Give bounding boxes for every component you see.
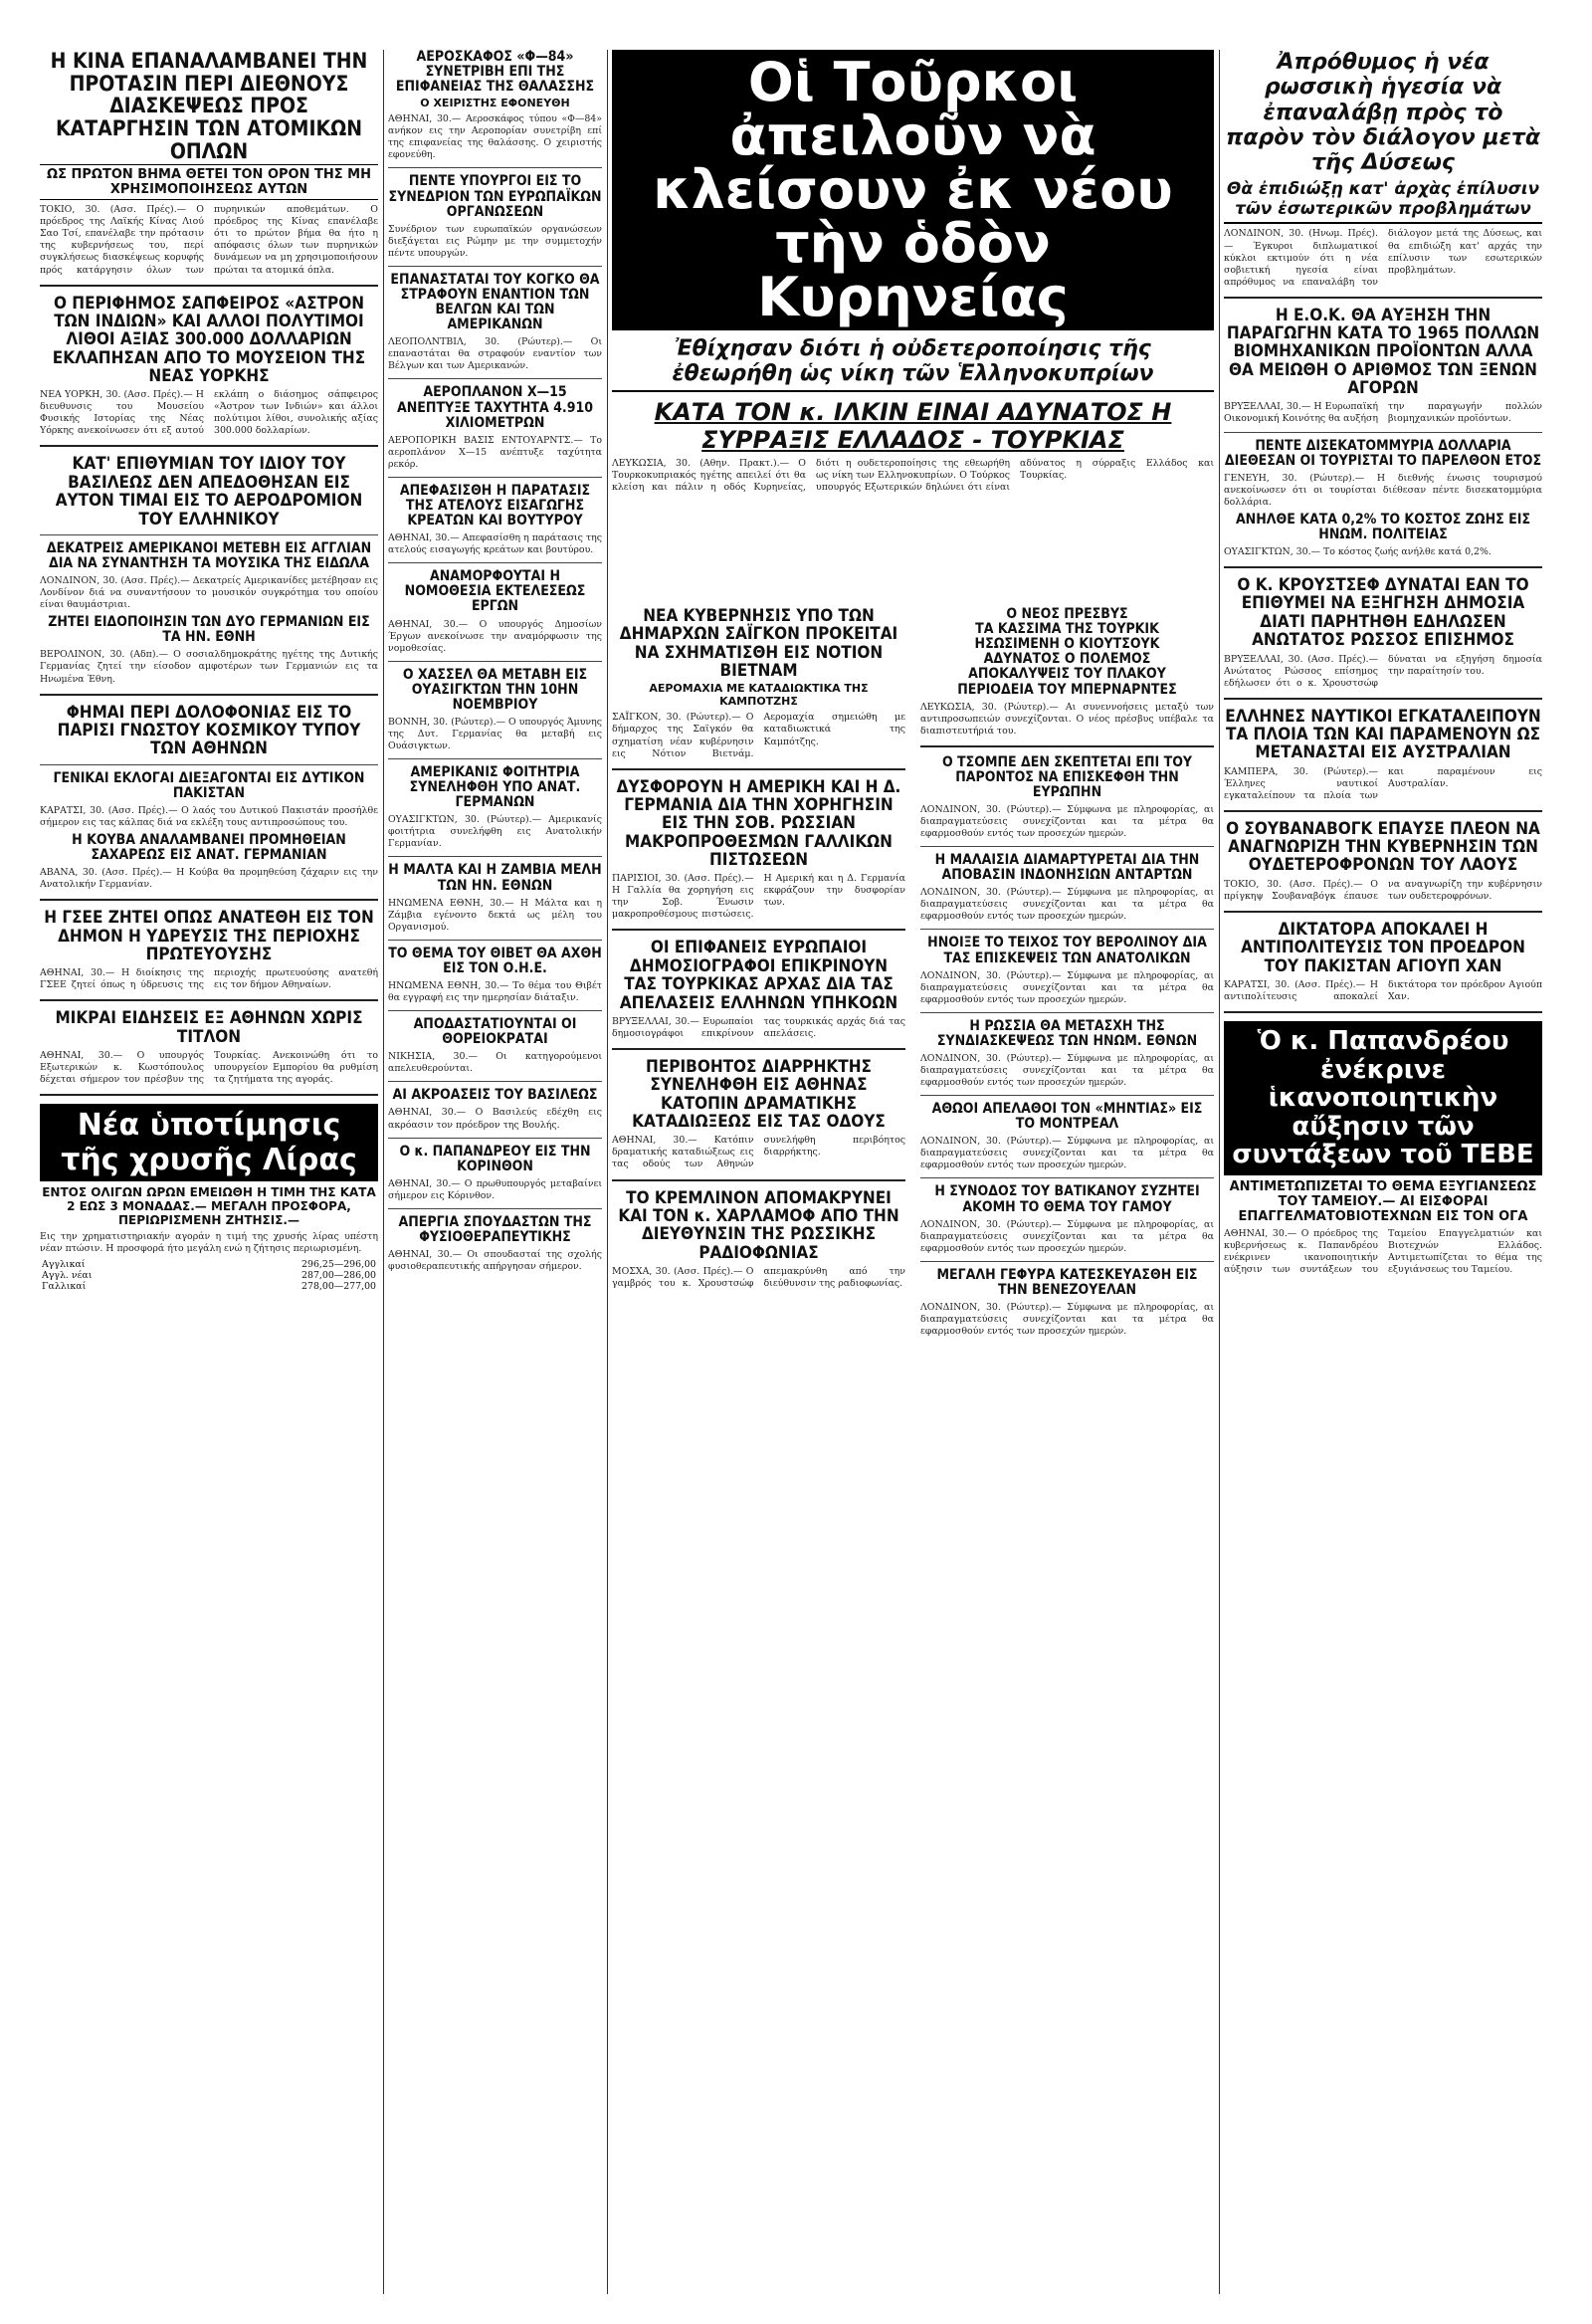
headline-tibet-un: ΤΟ ΘΕΜΑ ΤΟΥ ΘΙΒΕΤ ΘΑ ΑΧΘΗ ΕΙΣ ΤΟΝ Ο.Η.Ε.	[388, 945, 602, 976]
lead-article-body: ΛΕΥΚΩΣΙΑ, 30. (Αθην. Πρακτ.).— Ο Τουρκοκυπριακός ηγέτης απειλεί ότι θα κλείση και πάλιν η οδός Κυρηνείας, διότι η ουδετεροποίησις της εθεωρήθη ως νίκη των Ελληνοκυπρίων. Ο Τούρκος υπουργός Εξωτερικών δηλώνει ότι είναι αδύνατος η σύρραξις Ελλάδος και Τουρκίας.	[612, 458, 1214, 494]
article-body: ΜΟΣΧΑ, 30. (Ασσ. Πρές).— Ο γαμβρός του κ. Χρουστσώφ απεμακρύνθη από την διεύθυνσιν της ραδιοφωνίας.	[612, 1265, 905, 1289]
article-body: ΚΑΡΑΤΣΙ, 30. (Ασσ. Πρές).— Η αντιπολίτευσις αποκαλεί δικτάτορα τον πρόεδρον Αγιούπ Χαν.	[1224, 978, 1542, 1003]
article-body: ΑΘΗΝΑΙ, 30.— Ο υπουργός Εξωτερικών κ. Κωστόπουλος δέχεται σήμερον τον πρέσβυν της Τουρκίας. Ανεκοινώθη ότι το υπουργείον Εμπορίου θα ρυθμίση τα ζητήματα της αγοράς.	[40, 1050, 378, 1086]
headline-berlin-wall: ΗΝΟΙΞΕ ΤΟ ΤΕΙΧΟΣ ΤΟΥ ΒΕΡΟΛΙΝΟΥ ΔΙΑ ΤΑΣ ΕΠΙΣΚΕΨΕΙΣ ΤΩΝ ΑΝΑΤΟΛΙΚΩΝ	[927, 935, 1207, 966]
headline-sapphire-theft: Ο ΠΕΡΙΦΗΜΟΣ ΣΑΠΦΕΙΡΟΣ «ΑΣΤΡΟΝ ΤΩΝ ΙΝΔΙΩΝ» ΚΑΙ ΑΛΛΟΙ ΠΟΛΥΤΙΜΟΙ ΛΙΘΟΙ ΑΞΙΑΣ 300.000 ΔΟΛΛΑΡΙΩΝ ΕΚΛΑΠΗΣΑΝ ΑΠΟ ΤΟ ΜΟΥΣΕΙΟΝ ΤΗΣ ΝΕΑΣ ΥΟΡΚΗΣ	[52, 293, 366, 386]
article-body: ΑΘΗΝΑΙ, 30.— Ο πρωθυπουργός μεταβαίνει σήμερον εις Κόρινθον.	[388, 1177, 602, 1201]
section-label: ΑΔΥΝΑΤΟΣ Ο ΠΟΛΕΜΟΣ	[983, 651, 1151, 668]
article-body: ΝΕΑ ΥΟΡΚΗ, 30. (Ασσ. Πρές).— Η διευθυνσις του Μουσείου Φυσικής Ιστορίας της Νέας Υόρκης ανεκοίνωσεν ότι εξ αυτού εκλάπη ο διάσημος σάπφειρος «Άστρον των Ινδιών» και άλλοι πολύτιμοι λίθοι, συνολικής αξίας 300.000 δολλαρίων.	[40, 389, 378, 437]
article-body: ΛΟΝΔΙΝΟΝ, 30. (Ασσ. Πρές).— Δεκατρείς Αμερικανίδες μετέβησαν εις Λονδίνον διά να συναντήσουν το μουσικόν συγκρότημα του οποίου είναι θαυμάστριαι.	[40, 575, 378, 611]
section-label: ΤΑ ΚΑΣΣΙΜΑ ΤΗΣ ΤΟΥΡΚΙΚ	[975, 621, 1159, 638]
article-body: ΑΘΗΝΑΙ, 30.— Οι σπουδασταί της σχολής φυσιοθεραπευτικής απήργησαν σήμερον.	[388, 1249, 602, 1273]
article-body: ΛΟΝΔΙΝΟΝ, 30. (Ρώυτερ).— Σύμφωνα με πληροφορίας, αι διαπραγματεύσεις συνεχίζονται και τα μέτρα θα εφαρμοσθούν εντός των προσεχών ημερών.	[920, 804, 1214, 840]
article-body: ΛΕΥΚΩΣΙΑ, 30. (Ρώυτερ).— Αι συνεννοήσεις μεταξύ των αντιπροσωπειών συνεχίζονται. Ο νέος πρέσβυς υπέβαλε τα διαπιστευτήριά του.	[920, 701, 1214, 737]
article-body: Εις την χρηματιστηριακήν αγοράν η τιμή της χρυσής λίρας υπέστη νέαν πτώσιν. Η προσφορά ήτο μεγάλη ενώ η ζήτησις περιωρισμένη.	[40, 1231, 378, 1255]
article-body: ΓΕΝΕΥΗ, 30. (Ρώυτερ).— Η διεθνής ένωσις τουρισμού ανεκοίνωσεν ότι οι τουρίσται διέθεσαν πέντε δισεκατομμύρια δολλάρια.	[1224, 472, 1542, 508]
column-rule	[607, 50, 608, 2294]
column-4	[1224, 50, 1542, 2294]
headline-eec-production: Η Ε.Ο.Κ. ΘΑ ΑΥΞΗΣΗ ΤΗΝ ΠΑΡΑΓΩΓΗΝ ΚΑΤΑ ΤΟ 1965 ΠΟΛΛΩΝ ΒΙΟΜΗΧΑΝΙΚΩΝ ΠΡΟΪΟΝΤΩΝ ΑΛΛΑ ΘΑ ΜΕΙΩΘΗ Ο ΑΡΙΘΜΟΣ ΤΩΝ ΞΕΝΩΝ ΑΓΟΡΩΝ	[1226, 305, 1540, 399]
subhead-pilot-killed: Ο ΧΕΙΡΙΣΤΗΣ ΕΦΟΝΕΥΘΗ	[420, 97, 570, 110]
headline-greek-sailors: ΕΛΛΗΝΕΣ ΝΑΥΤΙΚΟΙ ΕΓΚΑΤΑΛΕΙΠΟΥΝ ΤΑ ΠΛΟΙΑ ΤΩΝ ΚΑΙ ΠΑΡΑΜΕΝΟΥΝ ΩΣ ΜΕΤΑΝΑΣΤΑΙ ΕΙΣ ΑΥΣΤΡΑΛΙΑΝ	[1225, 706, 1541, 763]
headline-aircraft-crash: ΑΕΡΟΣΚΑΦΟΣ «Φ—84» ΣΥΝΕΤΡΙΒΗ ΕΠΙ ΤΗΣ ΕΠΙΦΑΝΕΙΑΣ ΤΗΣ ΘΑΛΑΣΣΗΣ	[395, 50, 595, 96]
article-body: ΒΟΝΝΗ, 30. (Ρώυτερ).— Ο υπουργός Άμυνης της Δυτ. Γερμανίας θα μεταβή εις Ουάσιγκτων.	[388, 716, 602, 752]
subhead-tebe: ΑΝΤΙΜΕΤΩΠΙΖΕΤΑΙ ΤΟ ΘΕΜΑ ΕΞΥΓΙΑΝΣΕΩΣ ΤΟΥ ΤΑΜΕΙΟΥ.— ΑΙ ΕΙΣΦΟΡΑΙ ΕΠΑΓΓΕΛΜΑΤΟΒΙΟΤΕΧΝΩΝ ΕΙΣ ΤΟΝ ΟΓΑ	[1229, 1179, 1537, 1225]
headline-american-student: ΑΜΕΡΙΚΑΝΙΣ ΦΟΙΤΗΤΡΙΑ ΣΥΝΕΛΗΦΘΗ ΥΠΟ ΑΝΑΤ. ΓΕΡΜΑΝΩΝ	[409, 764, 581, 811]
article-body: ΒΡΥΞΕΛΛΑΙ, 30. (Ασσ. Πρές).— Ανώτατος Ρώσσος επίσημος εδήλωσεν ότι ο κ. Χρουστσώφ δύναται να εξηγήση δημοσία την παραίτησίν του.	[1224, 653, 1542, 689]
headline-cuba-sugar: Η ΚΟΥΒΑ ΑΝΑΛΑΜΒΑΝΕΙ ΠΡΟΜΗΘΕΙΑΝ ΣΑΧΑΡΕΩΣ ΕΙΣ ΑΝΑΤ. ΓΕΡΜΑΝΙΑΝ	[72, 831, 346, 863]
headline-gsee-water: Η ΓΣΕΕ ΖΗΤΕΙ ΟΠΩΣ ΑΝΑΤΕΘΗ ΕΙΣ ΤΟΝ ΔΗΜΟΝ Η ΥΔΡΕΥΣΙΣ ΤΗΣ ΠΕΡΙΟΧΗΣ ΠΡΩΤΕΥΟΥΣΗΣ	[44, 908, 374, 964]
headline-students-strike: ΑΠΕΡΓΙΑ ΣΠΟΥΔΑΣΤΩΝ ΤΗΣ ΦΥΣΙΟΘΕΡΑΠΕΥΤΙΚΗΣ	[398, 1213, 592, 1245]
headline-ayub-khan: ΔΙΚΤΑΤΟΡΑ ΑΠΟΚΑΛΕΙ Η ΑΝΤΙΠΟΛΙΤΕΥΣΙΣ ΤΟΝ ΠΡΟΕΔΡΟΝ ΤΟΥ ΠΑΚΙΣΤΑΝ ΑΓΙΟΥΠ ΧΑΝ	[1241, 919, 1525, 976]
article-body: ΛΟΝΔΙΝΟΝ, 30. (Ρώυτερ).— Σύμφωνα με πληροφορίας, αι διαπραγματεύσεις συνεχίζονται και τα μέτρα θα εφαρμοσθούν εντός των προσεχών ημερών.	[920, 1301, 1214, 1338]
gold-pound-banner	[40, 1104, 378, 1181]
headline-two-germanies: ΖΗΤΕΙ ΕΙΔΟΠΟΙΗΣΙΝ ΤΩΝ ΔΥΟ ΓΕΡΜΑΝΙΩΝ ΕΙΣ ΤΑ ΗΝ. ΕΘΝΗ	[48, 614, 370, 646]
article-body: ΑΘΗΝΑΙ, 30.— Απεφασίσθη η παράτασις της ατελούς εισαγωγής κρεάτων και βουτύρου.	[388, 532, 602, 556]
lead-deck-2: ἐθεωρήθη ὡς νίκη τῶν Ἑλληνοκυπρίων	[612, 361, 1214, 392]
headline-malta-zambia: Η ΜΑΛΤΑ ΚΑΙ Η ΖΑΜΒΙΑ ΜΕΛΗ ΤΩΝ ΗΝ. ΕΘΝΩΝ	[388, 862, 602, 894]
headline-kremlin-kharlamov: ΤΟ ΚΡΕΜΛΙΝΟΝ ΑΠΟΜΑΚΡΥΝΕΙ ΚΑΙ ΤΟΝ κ. ΧΑΡΛΑΜΟΦ ΑΠΟ ΤΗΝ ΔΙΕΥΘΥΝΣΙΝ ΤΗΣ ΡΩΣΣΙΚΗΣ ΡΑΔΙΟΦΩΝΙΑΣ	[618, 1187, 899, 1263]
column-rule	[383, 50, 384, 2294]
headline-king-audiences: ΑΙ ΑΚΡΟΑΣΕΙΣ ΤΟΥ ΒΑΣΙΛΕΩΣ	[392, 1087, 598, 1104]
rate-name: Αγγλικαί	[42, 1259, 86, 1271]
article-body: ΑΕΡΟΠΟΡΙΚΗ ΒΑΣΙΣ ΕΝΤΟΥΑΡΝΤΣ.— Το αεροπλάνον Χ—15 ανέπτυξε ταχύτητα ρεκόρ.	[388, 434, 602, 470]
lead-deck-1: Ἐθίχησαν διότι ἡ οὐδετεροποίησις τῆς	[675, 336, 1151, 361]
headline-montreal: ΑΘΩΟΙ ΑΠΕΛΑΘΟΙ ΤΟΝ «ΜΗΝΤΙΑΣ» ΕΙΣ ΤΟ ΜΟΝΤΡΕΑΛ	[931, 1101, 1203, 1133]
article-body: ΠΑΡΙΣΙΟΙ, 30. (Ασσ. Πρές).— Η Γαλλία θα χορηγήση εις την Σοβ. Ένωσιν μακροπροθέσμους πιστώσεις. Η Αμερική και η Δ. Γερμανία εκφράζουν την δυσφορίαν των.	[612, 873, 905, 921]
newspaper-page	[40, 50, 1542, 2294]
article-body: ΑΘΗΝΑΙ, 30.— Αεροσκάφος τύπου «Φ—84» ανήκον εις την Αεροπορίαν συνετρίβη επί της επιφανείας της θαλάσσης. Ο χειριστής εφονεύθη.	[388, 113, 602, 161]
subhead-internal-problems-2: τῶν ἐσωτερικῶν προβλημάτων	[1224, 199, 1542, 224]
article-body: ΑΘΗΝΑΙ, 30.— Ο υπουργός Δημοσίων Έργων ανεκοίνωσε την αναμόρφωσιν της νομοθεσίας.	[388, 618, 602, 654]
headline-souvanavong-laos: Ο ΣΟΥΒΑΝΑΒΟΓΚ ΕΠΑΥΣΕ ΠΛΕΟΝ ΝΑ ΑΝΑΓΝΩΡΙΖΗ ΤΗΝ ΚΥΒΕΡΝΗΣΙΝ ΤΩΝ ΟΥΔΕΤΕΡΟΦΡΟΝΩΝ ΤΟΥ ΛΑΟΥΣ	[1226, 818, 1540, 876]
headline-saigon-government: ΝΕΑ ΚΥΒΕΡΝΗΣΙΣ ΥΠΟ ΤΩΝ ΔΗΜΑΡΧΩΝ ΣΑΪΓΚΟΝ ΠΡΟΚΕΙΤΑΙ ΝΑ ΣΧΗΜΑΤΙΣΘΗ ΕΙΣ ΝΟΤΙΟΝ ΒΙΕΤΝΑΜ	[619, 607, 898, 682]
article-body: ΛΕΟΠΟΛΝΤΒΙΛ, 30. (Ρώυτερ).— Οι επαναστάται θα στραφούν εναντίον των Βέλγων και των Αμερικανών.	[388, 336, 602, 372]
headline-malaysia-protest: Η ΜΑΛΑΙΣΙΑ ΔΙΑΜΑΡΤΥΡΕΤΑΙ ΔΙΑ ΤΗΝ ΑΠΟΒΑΣΙΝ ΙΝΔΟΝΗΣΙΩΝ ΑΝΤΑΡΤΩΝ	[934, 852, 1200, 884]
headline-soviet-dialogue: Ἀπρόθυμος ἡ νέα ρωσσικὴ ἡγεσία νὰ ἐπαναλάβῃ πρὸς τὸ παρὸν τὸν διάλογον μετὰ τῆς Δύσεως	[1226, 50, 1540, 176]
headline-works-legislation: ΑΝΑΜΟΡΦΟΥΤΑΙ Η ΝΟΜΟΘΕΣΙΑ ΕΚΤΕΛΕΣΕΩΣ ΕΡΓΩΝ	[404, 568, 586, 615]
article-body: ΛΟΝΔΙΝΟΝ, 30. (Ρώυτερ).— Σύμφωνα με πληροφορίας, αι διαπραγματεύσεις συνεχίζονται και τα μέτρα θα εφαρμοσθούν εντός των προσεχών ημερών.	[920, 969, 1214, 1005]
headline-french-credits: ΔΥΣΦΟΡΟΥΝ Η ΑΜΕΡΙΚΗ ΚΑΙ Η Δ. ΓΕΡΜΑΝΙΑ ΔΙΑ ΤΗΝ ΧΟΡΗΓΗΣΙΝ ΕΙΣ ΤΗΝ ΣΟΒ. ΡΩΣΣΙΑΝ ΜΑΚΡΟΠΡΟΘΕΣΜΩΝ ΓΑΛΛΙΚΩΝ ΠΙΣΤΩΣΕΩΝ	[616, 776, 901, 870]
article-body: ΒΡΥΞΕΛΛΑΙ, 30.— Η Ευρωπαϊκή Οικονομική Κοινότης θα αυξήση την παραγωγήν πολλών βιομηχανικών προϊόντων.	[1224, 401, 1542, 425]
article-body: ΑΘΗΝΑΙ, 30.— Κατόπιν δραματικής καταδιώξεως εις τας οδούς των Αθηνών συνελήφθη περιβόητος διαρρήκτης.	[612, 1135, 905, 1170]
headline-tebe-pensions: Ὁ κ. Παπανδρέου ἐνέκρινε ἱκανοποιητικὴν αὔξησιν τῶν συντάξεων τοῦ ΤΕΒΕ	[1232, 1026, 1534, 1170]
headline-king-airport: ΚΑΤ' ΕΠΙΘΥΜΙΑΝ ΤΟΥ ΙΔΙΟΥ ΤΟΥ ΒΑΣΙΛΕΩΣ ΔΕΝ ΑΠΕΔΟΘΗΣΑΝ ΕΙΣ ΑΥΤΟΝ ΤΙΜΑΙ ΕΙΣ ΤΟ ΑΕΡΟΔΡΟΜΙΟΝ ΤΟΥ ΕΛΛΗΝΙΚΟΥ	[55, 454, 363, 529]
article-body: ΝΙΚΗΣΙΑ, 30.— Οι κατηγορούμενοι απελευθερούνται.	[388, 1051, 602, 1075]
section-label: ΗΣΩΣΙΜΕΝΗ Ο ΚΙΟΥΤΣΟΥΚ	[974, 636, 1160, 653]
subhead-internal-problems-1: Θὰ ἐπιδιώξῃ κατ' ἀρχὰς ἐπίλυσιν	[1226, 179, 1540, 200]
table-row	[40, 1259, 378, 1270]
article-body: ΚΑΜΠΕΡΑ, 30. (Ρώυτερ).— Έλληνες ναυτικοί εγκαταλείπουν τα πλοία των και παραμένουν εις Αυστραλίαν.	[1224, 765, 1542, 801]
lead-banner	[612, 50, 1214, 330]
column-3-left	[612, 607, 905, 2294]
headline-tourists-dollars: ΠΕΝΤΕ ΔΙΣΕΚΑΤΟΜΜΥΡΙΑ ΔΟΛΛΑΡΙΑ ΔΙΕΘΕΣΑΝ ΟΙ ΤΟΥΡΙΣΤΑΙ ΤΟ ΠΑΡΕΛΘΟΝ ΕΤΟΣ	[1224, 437, 1542, 469]
article-body: ΟΥΑΣΙΓΚΤΩΝ, 30. (Ρώυτερ).— Αμερικανίς φοιτήτρια συνελήφθη εις Ανατολικήν Γερμανίαν.	[388, 814, 602, 850]
article-body: ΛΟΝΔΙΝΟΝ, 30. (Ηνωμ. Πρές).— Έγκυροι διπλωματικοί κύκλοι εκτιμούν ότι η νέα σοβιετική ηγεσία είναι απρόθυμος να επαναλάβη τον διάλογον μετά της Δύσεως, και θα επιδιώξη κατ' αρχάς την επίλυσιν των εσωτερικών προβλημάτων.	[1224, 228, 1542, 288]
headline-small-news: ΜΙΚΡΑΙ ΕΙΔΗΣΕΙΣ ΕΞ ΑΘΗΝΩΝ ΧΩΡΙΣ ΤΙΤΛΟΝ	[55, 1008, 363, 1047]
rate-name: Αγγλ. νέαι	[42, 1270, 93, 1282]
article-body: ΛΟΝΔΙΝΟΝ, 30. (Ρώυτερ).— Σύμφωνα με πληροφορίας, αι διαπραγματεύσεις συνεχίζονται και τα μέτρα θα εφαρμοσθούν εντός των προσεχών ημερών.	[920, 1136, 1214, 1171]
headline-papandreou-corinth: Ο κ. ΠΑΠΑΝΔΡΕΟΥ ΕΙΣ ΤΗΝ ΚΟΡΙΝΘΟΝ	[399, 1143, 591, 1174]
column-2	[388, 50, 602, 2294]
headline-tshombe-europe: Ο ΤΣΟΜΠΕ ΔΕΝ ΣΚΕΠΤΕΤΑΙ ΕΠΙ ΤΟΥ ΠΑΡΟΝΤΟΣ ΝΑ ΕΠΙΣΚΕΦΘΗ ΤΗΝ ΕΥΡΩΠΗΝ	[941, 753, 1193, 800]
article-body: ΛΟΝΔΙΝΟΝ, 30. (Ρώυτερ).— Σύμφωνα με πληροφορίας, αι διαπραγματεύσεις συνεχίζονται και τα μέτρα θα εφαρμοσθούν εντός των προσεχών ημερών.	[920, 887, 1214, 923]
article-body: ΤΟΚΙΟ, 30. (Ασσ. Πρές).— Ο πρίγκηψ Σουβαναβόγκ έπαυσε να αναγνωρίζη την κυβέρνησιν των ουδετεροφρόνων.	[1224, 878, 1542, 902]
article-body: ΗΝΩΜΕΝΑ ΕΘΝΗ, 30.— Το θέμα του Θιβέτ θα εγγραφή εις την ημερησίαν διάταξιν.	[388, 980, 602, 1004]
column-1	[40, 50, 378, 2294]
table-row	[40, 1270, 378, 1281]
tebe-banner	[1224, 1021, 1542, 1175]
headline-pakistan-elections: ΓΕΝΙΚΑΙ ΕΚΛΟΓΑΙ ΔΙΕΞΑΓΟΝΤΑΙ ΕΙΣ ΔΥΤΙΚΟΝ ΠΑΚΙΣΤΑΝ	[53, 769, 365, 801]
headline-journalists-turkey: ΟΙ ΕΠΙΦΑΝΕΙΣ ΕΥΡΩΠΑΙΟΙ ΔΗΜΟΣΙΟΓΡΑΦΟΙ ΕΠΙΚΡΙΝΟΥΝ ΤΑΣ ΤΟΥΡΚΙΚΑΣ ΑΡΧΑΣ ΔΙΑ ΤΑΣ ΑΠΕΛΑΣΕΙΣ ΕΛΛΗΝΩΝ ΥΠΗΚΟΩΝ	[619, 938, 898, 1013]
article-body: ΛΟΝΔΙΝΟΝ, 30. (Ρώυτερ).— Σύμφωνα με πληροφορίας, αι διαπραγματεύσεις συνεχίζονται και τα μέτρα θα εφαρμοσθούν εντός των προσεχών ημερών.	[920, 1053, 1214, 1089]
article-body: ΑΘΗΝΑΙ, 30.— Ο πρόεδρος της κυβερνήσεως κ. Παπανδρέου ενέκρινεν ικανοποιητικήν αύξησιν των συντάξεων του Ταμείου Επαγγελματιών και Βιοτεχνών Ελλάδος. Αντιμετωπίζεται το θέμα της εξυγιάνσεως του Ταμείου.	[1224, 1228, 1542, 1276]
lead-kicker: ΚΑΤΑ ΤΟΝ κ. ΙΛΚΙΝ ΕΙΝΑΙ ΑΔΥΝΑΤΟΣ Η ΣΥΡΡΑΞΙΣ ΕΛΛΑΔΟΣ - ΤΟΥΡΚΙΑΣ	[654, 398, 1172, 454]
section-label: Ο ΝΕΟΣ ΠΡΕΣΒΥΣ	[1006, 607, 1128, 622]
headline-gold-pound: Νέα ὑποτίμησις τῆς χρυσῆς Λίρας	[61, 1108, 357, 1178]
article-body: ΣΑΪΓΚΟΝ, 30. (Ρώυτερ).— Ο δήμαρχος της Σαϊγκόν θα σχηματίση νέαν κυβέρνησιν εις Νότιον Βιετνάμ. Αερομαχία σημειώθη με καταδιωκτικά της Καμπότζης.	[612, 712, 905, 759]
subhead-cambodia-dogfight: ΑΕΡΟΜΑΧΙΑ ΜΕ ΚΑΤΑΔΙΩΚΤΙΚΑ ΤΗΣ ΚΑΜΠΟΤΖΗΣ	[649, 682, 869, 709]
headline-meat-butter-import: ΑΠΕΦΑΣΙΣΘΗ Η ΠΑΡΑΤΑΣΙΣ ΤΗΣ ΑΤΕΛΟΥΣ ΕΙΣΑΓΩΓΗΣ ΚΡΕΑΤΩΝ ΚΑΙ ΒΟΥΤΥΡΟΥ	[399, 482, 591, 529]
article-body: ΚΑΡΑΤΣΙ, 30. (Ασσ. Πρές).— Ο λαός του Δυτικού Πακιστάν προσήλθε σήμερον εις τας κάλπας διά να εκλέξη τους αντιπροσώπους του.	[40, 804, 378, 828]
article-body: ΒΕΡΟΛΙΝΟΝ, 30. (Αδπ).— Ο σοσιαλδημοκράτης ηγέτης της Δυτικής Γερμανίας ζητεί την είσοδον αμφοτέρων των Γερμανιών εις τα Ηνωμένα Έθνη.	[40, 649, 378, 685]
lead-headline: Οἱ Τοῦρκοι ἀπειλοῦν νὰ κλείσουν ἐκ νέου τὴν ὁδὸν Κυρηνείας	[653, 51, 1173, 328]
headline-x15-speed: ΑΕΡΟΠΛΑΝΟΝ Χ—15 ΑΝΕΠΤΥΞΕ ΤΑΧΥΤΗΤΑ 4.910 ΧΙΛΙΟΜΕΤΡΩΝ	[397, 384, 593, 431]
rate-value: 287,00—286,00	[301, 1270, 376, 1282]
article-body: ΑΘΗΝΑΙ, 30.— Η διοίκησις της ΓΣΕΕ ζητεί όπως η ύδρευσις της περιοχής πρωτευούσης ανατεθή εις τον δήμον Αθηναίων.	[40, 967, 378, 991]
headline-russia-un-conference: Η ΡΩΣΣΙΑ ΘΑ ΜΕΤΑΣΧΗ ΤΗΣ ΣΥΝΔΙΑΣΚΕΨΕΩΣ ΤΩΝ ΗΝΩΜ. ΕΘΝΩΝ	[936, 1017, 1198, 1049]
article-body: Συνέδριον των ευρωπαϊκών οργανώσεων διεξάγεται εις Ρώμην με την συμμετοχήν πέντε υπουργών.	[388, 223, 602, 259]
article-body: ΤΟΚΙΟ, 30. (Ασσ. Πρές).— Ο πρόεδρος της Λαϊκής Κίνας Λιού Σαο Τσί, επανέλαβε την πρότασιν της κυβερνήσεως του, περί συγκλήσεως διασκέψεως κορυφής πρός κατάργησιν όλων των πυρηνικών αποθεμάτων. Ο πρόεδρος της Κίνας επανέλαβε ότι το πρώτον βήμα θα ήτο η απόφασις όλων των πυρηνικών δυνάμεων να μη χρησιμοποιήσουν πρώται τα ατομικά όπλα.	[40, 204, 378, 276]
section-label: ΠΕΡΙΟΔΕΙΑ ΤΟΥ ΜΠΕΡΝΑΡΝΤΕΣ	[957, 681, 1177, 698]
rate-value: 278,00—277,00	[301, 1281, 376, 1293]
headline-china-atomic: Η ΚΙΝΑ ΕΠΑΝΑΛΑΜΒΑΝΕΙ ΤΗΝ ΠΡΟΤΑΣΙΝ ΠΕΡΙ ΔΙΕΘΝΟΥΣ ΔΙΑΣΚΕΨΕΩΣ ΠΡΟΣ ΚΑΤΑΡΓΗΣΙΝ ΤΩΝ ΑΤΟΜΙΚΩΝ ΟΠΛΩΝ	[50, 50, 368, 163]
article-body: ΑΘΗΝΑΙ, 30.— Ο Βασιλεύς εδέχθη εις ακρόασιν τον πρόεδρον της Βουλής.	[388, 1107, 602, 1131]
table-row	[40, 1281, 378, 1292]
headline-paris-murder: ΦΗΜΑΙ ΠΕΡΙ ΔΟΛΟΦΟΝΙΑΣ ΕΙΣ ΤΟ ΠΑΡΙΣΙ ΓΝΩΣΤΟΥ ΚΟΣΜΙΚΟΥ ΤΥΠΟΥ ΤΩΝ ΑΘΗΝΩΝ	[57, 702, 361, 759]
gold-rates-table	[40, 1259, 378, 1292]
headline-americans-england: ΔΕΚΑΤΡΕΙΣ ΑΜΕΡΙΚΑΝΟΙ ΜΕΤΕΒΗ ΕΙΣ ΑΓΓΛΙΑΝ ΔΙΑ ΝΑ ΣΥΝΑΝΤΗΣΗ ΤΑ ΜΟΥΣΙΚΑ ΤΗΣ ΕΙΔΩΛΑ	[46, 539, 372, 572]
headline-khrushchev-explain: Ο Κ. ΚΡΟΥΣΤΣΕΦ ΔΥΝΑΤΑΙ ΕΑΝ ΤΟ ΕΠΙΘΥΜΕΙ ΝΑ ΕΞΗΓΗΣΗ ΔΗΜΟΣΙΑ ΔΙΑΤΙ ΠΑΡΗΤΗΘΗ ΕΔΗΛΩΣΕΝ ΑΝΩΤΑΤΟΣ ΡΩΣΣΟΣ ΕΠΙΣΗΜΟΣ	[1237, 575, 1529, 651]
headline-hassel-washington: Ο ΧΑΣΣΕΛ ΘΑ ΜΕΤΑΒΗ ΕΙΣ ΟΥΑΣΙΓΚΤΩΝ ΤΗΝ 10ΗΝ ΝΟΕΜΒΡΙΟΥ	[402, 666, 588, 713]
headline-cost-of-living: ΑΝΗΛΘΕ ΚΑΤΑ 0,2% ΤΟ ΚΟΣΤΟΣ ΖΩΗΣ ΕΙΣ ΗΝΩΜ. ΠΟΛΙΤΕΙΑΣ	[1235, 511, 1531, 542]
article-body: ΗΝΩΜΕΝΑ ΕΘΝΗ, 30.— Η Μάλτα και η Ζάμβια εγένοντο δεκτά ως μέλη του Οργανισμού.	[388, 897, 602, 933]
article-body: ΑΒΑΝΑ, 30. (Ασσ. Πρές).— Η Κούβα θα προμηθεύση ζάχαριν εις την Ανατολικήν Γερμανίαν.	[40, 867, 378, 891]
rate-name: Γαλλικαί	[42, 1281, 87, 1293]
headline-burglar-caught: ΠΕΡΙΒΟΗΤΟΣ ΔΙΑΡΡΗΚΤΗΣ ΣΥΝΕΛΗΦΘΗ ΕΙΣ ΑΘΗΝΑΣ ΚΑΤΟΠΙΝ ΔΡΑΜΑΤΙΚΗΣ ΚΑΤΑΔΙΩΞΕΩΣ ΕΙΣ ΤΑΣ ΟΔΟΥΣ	[632, 1056, 886, 1133]
article-body: ΟΥΑΣΙΓΚΤΩΝ, 30.— Το κόστος ζωής ανήλθε κατά 0,2%.	[1224, 546, 1492, 558]
article-body: ΒΡΥΞΕΛΛΑΙ, 30.— Ευρωπαίοι δημοσιογράφοι επικρίνουν τας τουρκικάς αρχάς διά τας απελάσεις.	[612, 1015, 905, 1039]
headline-release: ΑΠΟΔΑΣΤΑΤΙΟΥΝΤΑΙ ΟΙ ΘΟΡΕΙΟΚΡΑΤΑΙ	[413, 1016, 577, 1048]
subhead-china-atomic: ΩΣ ΠΡΩΤΟΝ ΒΗΜΑ ΘΕΤΕΙ ΤΟΝ ΟΡΟΝ ΤΗΣ ΜΗ ΧΡΗΣΙΜΟΠΟΙΗΣΕΩΣ ΑΥΤΩΝ	[40, 164, 378, 200]
section-label: ΑΠΟΚΑΛΥΨΕΙΣ ΤΟΥ ΠΛΑΚΟΥ	[968, 666, 1166, 683]
headline-venezuela-bridge: ΜΕΓΑΛΗ ΓΕΦΥΡΑ ΚΑΤΕΣΚΕΥΑΣΘΗ ΕΙΣ ΤΗΝ ΒΕΝΕΖΟΥΕΛΑΝ	[936, 1266, 1198, 1298]
column-3-right	[920, 607, 1214, 2294]
headline-vatican-marriage: Η ΣΥΝΟΔΟΣ ΤΟΥ ΒΑΤΙΚΑΝΟΥ ΣΥΖΗΤΕΙ ΑΚΟΜΗ ΤΟ ΘΕΜΑ ΤΟΥ ΓΑΜΟΥ	[934, 1183, 1200, 1215]
headline-congo-rebels: ΕΠΑΝΑΣΤΑΤΑΙ ΤΟΥ ΚΟΓΚΟ ΘΑ ΣΤΡΑΦΟΥΝ ΕΝΑΝΤΙΟΝ ΤΩΝ ΒΕΛΓΩΝ ΚΑΙ ΤΩΝ ΑΜΕΡΙΚΑΝΩΝ	[390, 271, 600, 333]
article-body: ΛΟΝΔΙΝΟΝ, 30. (Ρώυτερ).— Σύμφωνα με πληροφορίας, αι διαπραγματεύσεις συνεχίζονται και τα μέτρα θα εφαρμοσθούν εντός των προσεχών ημερών.	[920, 1218, 1214, 1254]
column-rule	[1219, 50, 1220, 2294]
rate-value: 296,25—296,00	[301, 1259, 376, 1271]
headline-five-ministers: ΠΕΝΤΕ ΥΠΟΥΡΓΟΙ ΕΙΣ ΤΟ ΣΥΝΕΔΡΙΟΝ ΤΩΝ ΕΥΡΩΠΑΪΚΩΝ ΟΡΓΑΝΩΣΕΩΝ	[388, 173, 602, 220]
subhead-gold-pound: ΕΝΤΟΣ ΟΛΙΓΩΝ ΩΡΩΝ ΕΜΕΙΩΘΗ Η ΤΙΜΗ ΤΗΣ ΚΑΤΑ 2 ΕΩΣ 3 ΜΟΝΑΔΑΣ.— ΜΕΓΑΛΗ ΠΡΟΣΦΟΡΑ, ΠΕΡΙΩΡΙΣΜΕΝΗ ΖΗΤΗΣΙΣ.—	[42, 1185, 376, 1228]
